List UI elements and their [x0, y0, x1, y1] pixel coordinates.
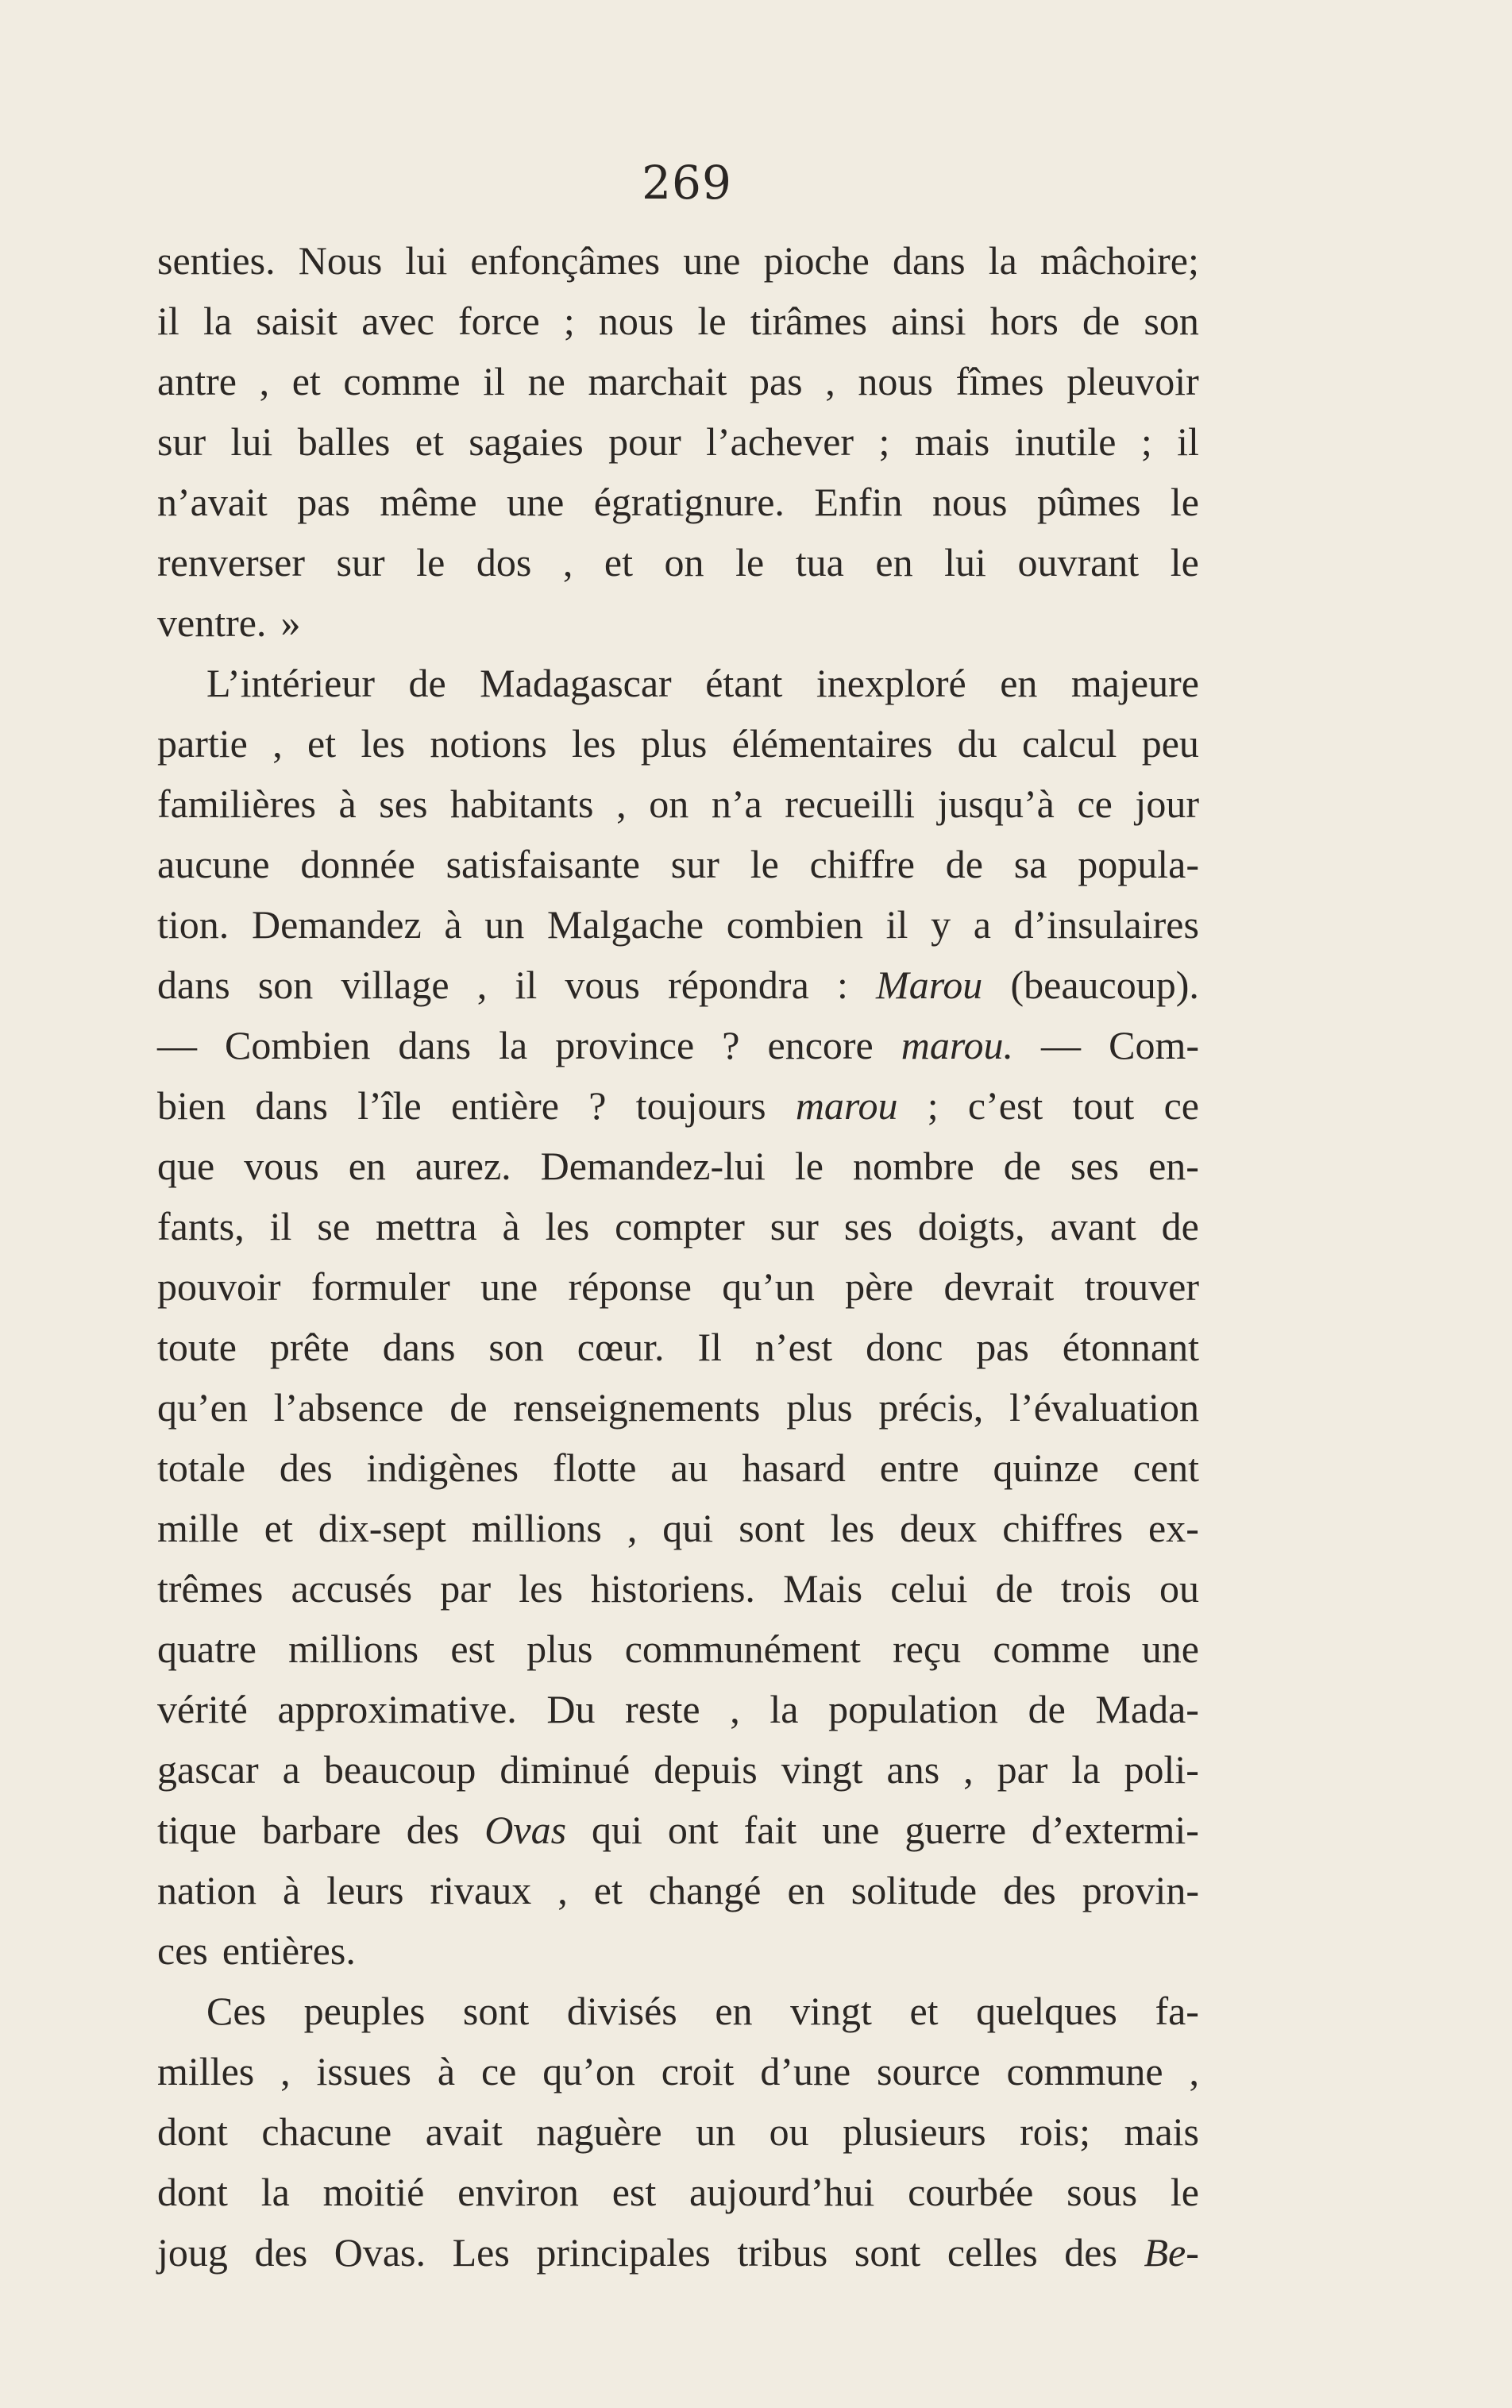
text-line: quatre millions est plus communément reçu comme une — [157, 1627, 1199, 1671]
text-line: gascar a beaucoup diminué depuis vingt ans , par la poli- — [157, 1747, 1199, 1792]
page-number: 269 — [642, 156, 732, 210]
text-line: senties. Nous lui enfonçâmes une pioche dans la mâchoire; — [157, 238, 1199, 283]
text-line: sur lui balles et sagaies pour l’achever ; mais inutile ; il — [157, 419, 1199, 464]
text-line: Ces peuples sont divisés en vingt et quelques fa- — [206, 1989, 1199, 2033]
text-line: vérité approximative. Du reste , la population de Mada- — [157, 1687, 1199, 1731]
text-line: qu’en l’absence de renseignements plus précis, l’évaluation — [157, 1385, 1199, 1430]
text-line: tique barbare des Ovas qui ont fait une guerre d’extermi- — [157, 1808, 1199, 1852]
text-line: mille et dix-sept millions , qui sont les deux chiffres ex- — [157, 1506, 1199, 1550]
text-line: pouvoir formuler une réponse qu’un père devrait trouver — [157, 1264, 1199, 1309]
text-line: familières à ses habitants , on n’a recueilli jusqu’à ce jour — [157, 781, 1199, 826]
text-line: fants, il se mettra à les compter sur ses doigts, avant de — [157, 1204, 1199, 1248]
text-line: toute prête dans son cœur. Il n’est donc pas étonnant — [157, 1325, 1199, 1369]
text-line: milles , issues à ce qu’on croit d’une source commune , — [157, 2049, 1199, 2093]
text-line: totale des indigènes flotte au hasard entre quinze cent — [157, 1445, 1199, 1490]
text-line: L’intérieur de Madagascar étant inexploré en majeure — [206, 661, 1199, 705]
text-line: il la saisit avec force ; nous le tirâmes ainsi hors de son — [157, 299, 1199, 343]
text-line: dans son village , il vous répondra : Marou (beaucoup). — [157, 963, 1199, 1007]
body-text — [157, 230, 1199, 2283]
text-line: nation à leurs rivaux , et changé en solitude des provin- — [157, 1868, 1199, 1912]
text-line: tion. Demandez à un Malgache combien il y a d’insulaires — [157, 902, 1199, 947]
text-line: dont chacune avait naguère un ou plusieurs rois; mais — [157, 2109, 1199, 2154]
text-line: antre , et comme il ne marchait pas , nous fîmes pleuvoir — [157, 359, 1199, 403]
text-line: aucune donnée satisfaisante sur le chiffre de sa popula- — [157, 842, 1199, 886]
text-line: ventre. » — [157, 600, 301, 645]
text-line: partie , et les notions les plus élémentaires du calcul peu — [157, 721, 1199, 766]
text-line: dont la moitié environ est aujourd’hui courbée sous le — [157, 2170, 1199, 2214]
text-line: joug des Ovas. Les principales tribus sont celles des Be- — [157, 2230, 1199, 2275]
text-line: trêmes accusés par les historiens. Mais celui de trois ou — [157, 1566, 1199, 1611]
text-line: renverser sur le dos , et on le tua en lui ouvrant le — [157, 540, 1199, 585]
text-line: ces entières. — [157, 1928, 356, 1973]
text-line: que vous en aurez. Demandez-lui le nombre de ses en- — [157, 1144, 1199, 1188]
text-line: — Combien dans la province ? encore marou. — Com- — [157, 1023, 1199, 1067]
text-line: bien dans l’île entière ? toujours marou ; c’est tout ce — [157, 1083, 1199, 1128]
text-line: n’avait pas même une égratignure. Enfin nous pûmes le — [157, 480, 1199, 524]
